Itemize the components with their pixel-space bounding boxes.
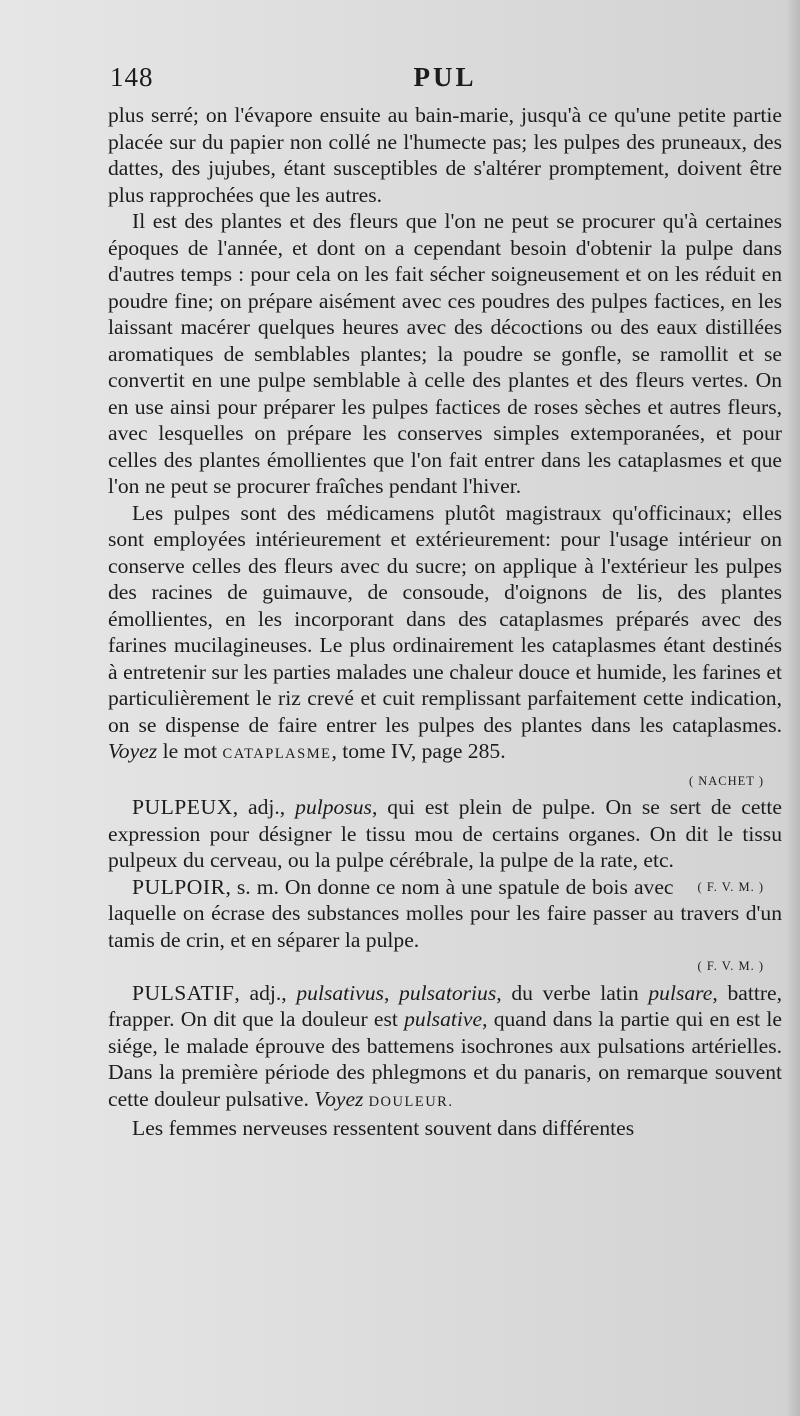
definition-pulpeux: , qui est plein de pulpe. On se sert de cette expression pour désigner le tissu mou de certains organes. On dit le tissu pulpeux du cerveau, ou la pulpe cérébrale, la pulpe de la rate, etc. [108,795,782,872]
entry-pulsatif [108,980,782,1116]
headword-pulsatif: PULSATIF [132,980,235,1005]
signature-nachet: ( NACHET ) [688,773,764,788]
headword-pulpeux: PULPEUX [132,795,233,819]
continuation-paragraph: plus serré; on l'évapore ensuite au bain-marie, jusqu'à ce qu'une petite partie placée sur du papier non collé ne l'humecte pas; les pulpes des pruneaux, des dattes, des jujubes, étant susceptibles de s'altérer promptement, doivent être plus rapprochées que les autres. [108,103,782,207]
signature-pulpoir: ( F. V. M. ) [697,959,764,973]
voyez-label-2: Voyez [314,1086,364,1111]
page-header [110,62,780,102]
page-number: 148 [110,62,154,92]
running-head: PUL [413,62,477,92]
ref-post: , tome IV, page 285. [331,739,506,763]
paragraph-medicamens [108,500,782,768]
latin-pulsative: pulsative [404,1007,483,1031]
definition-pulsatif-1: , du verbe latin [496,980,649,1005]
latin-pulsatorius: pulsatorius [399,980,497,1005]
paragraph-femmes-nerveuses: Les femmes nerveuses ressentent souvent dans différentes [132,1116,635,1140]
latin-pulsare: pulsare [648,980,713,1005]
definition-pulsatif-3: , quand dans la partie qui en est le siége, le malade éprouve des battemens isochrones aux pulsations artérielles. Dans la première période des phlegmons et du panaris, on remarque souvent cette douleur pulsative. [108,1007,782,1111]
sep-pulsatif: , [383,980,400,1005]
cross-reference-douleur: DOULEUR. [363,1093,454,1110]
grammar-pulsatif: , adj., [234,980,297,1005]
cross-reference-cataplasme: CATAPLASME [222,746,332,762]
paragraph-medicamens-text: Les pulpes sont des médicamens plutôt magistraux qu'officinaux; elles sont employées intérieurement et extérieurement: pour l'usage intérieur on conserve celles des fleurs avec du sucre; on applique à l'extérieur les pulpes des racines de guimauve, de consoude, d'oignons de lis, des plantes émollientes, en les incorporant dans des cataplasmes préparés avec des farines mucilagineuses. Le plus ordinairement les cataplasmes étant destinés à entretenir sur les parties malades une chaleur douce et humide, les farines et particulièrement le riz crevé et cuit remplissant parfaitement cette indication, on se dispense de faire entrer les pulpes des plantes dans les cataplasmes. [108,500,782,737]
page-edge-shadow [786,0,800,1416]
definition-pulpoir: , s. m. On donne ce nom à une spatule de bois avec laquelle on écrase des substances molles pour les faire passer au travers d'un tamis de crin, et en séparer la pulpe. [108,874,782,952]
headword-pulpoir: PULPOIR [132,874,226,899]
voyez-label: Voyez [108,739,158,763]
latin-pulposus: pulposus [295,795,372,819]
latin-pulsativus: pulsativus [296,980,384,1005]
paragraph-pulpes-factices: Il est des plantes et des fleurs que l'on ne peut se procurer qu'à certaines époques de l'année, et dont on a cependant besoin d'obtenir la pulpe dans d'autres temps : pour cela on les fait sécher soigneusement et on les réduit en poudre fine; on prépare aisément avec ces poudres des pulpes factices, en les laissant macérer quelques heures avec des décoctions ou des eaux distillées aromatiques de semblables plantes; la poudre se gonfle, se ramollit et se convertit en une pulpe semblable à celle des plantes et des fleurs vertes. On en use ainsi pour préparer les pulpes factices de roses sèches et autres fleurs, avec lesquelles on prépare les conserves simples extemporanées, et pour celles des plantes émollientes que l'on fait entrer dans les cataplasmes et que l'on ne peut se procurer fraîches pendant l'hiver. [108,209,782,498]
ref-pre: le mot [157,739,223,763]
grammar-pulpeux: , adj., [232,795,296,819]
body-text [108,102,782,1142]
definition-pulsatif-2: , battre, frapper. On dit que la douleur est [108,980,782,1031]
signature-pulpeux: ( F. V. M. ) [697,879,764,894]
